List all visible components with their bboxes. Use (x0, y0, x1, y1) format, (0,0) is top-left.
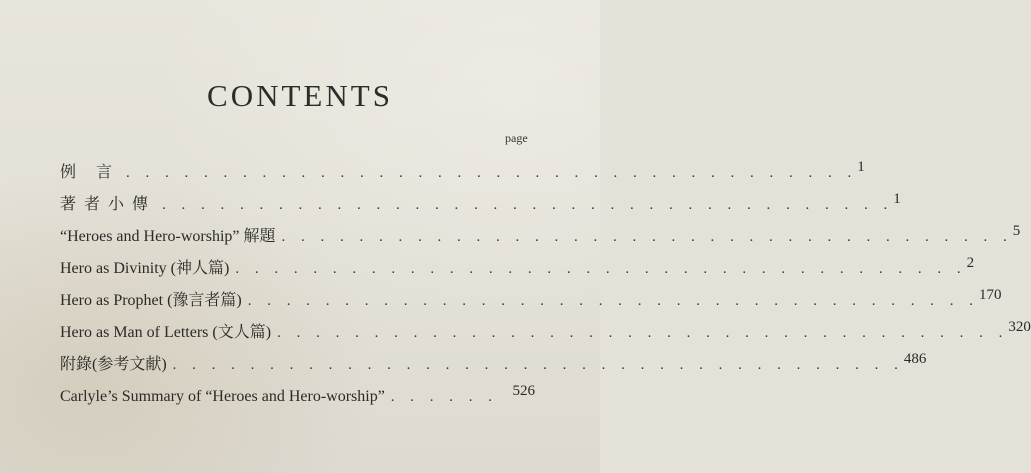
leader-dots: . . . . . . . . . . . . . . . . . . . . . . . . . . . . . . . . . . . . . . (162, 197, 894, 213)
toc-entry-title: Hero as Prophet (豫言者篇) (60, 292, 242, 309)
table-of-contents (60, 150, 1031, 406)
leader-dots: . . . . . . . . . . . . . . . . . . . . . . . . . . . . . . . . . . . . . . (247, 293, 979, 309)
toc-entry (60, 150, 865, 182)
toc-entry (60, 278, 1002, 310)
toc-entry-page: 486 (903, 351, 927, 367)
leader-dots: . . . . . . (390, 389, 499, 405)
toc-entry-page: 1 (893, 191, 901, 207)
toc-entry-title: 附錄(参考文献) (60, 356, 167, 373)
toc-entry-page: 2 (966, 255, 975, 271)
leader-dots: . . . . . . . . . . . . . . . . . . . . . . . . . . . . . . . . . . . . . . (281, 229, 1013, 245)
page-title: CONTENTS (207, 78, 393, 113)
toc-entry (60, 214, 1021, 246)
toc-entry-page: 526 (512, 383, 535, 399)
page-column-label: page (505, 131, 528, 145)
toc-entry (60, 374, 535, 406)
toc-entry (60, 342, 927, 374)
toc-entry-title: Hero as Man of Letters (文人篇) (60, 324, 272, 341)
leader-dots: . . . . . . . . . . . . . . . . . . . . . . . . . . . . . . . . . . . . . . (235, 261, 967, 277)
leader-dots: . . . . . . . . . . . . . . . . . . . . . . . . . . . . . . . . . . . . . . (277, 325, 1009, 341)
leader-dots: . . . . . . . . . . . . . . . . . . . . . . . . . . . . . . . . . . . . . . (126, 165, 858, 181)
toc-entry-title: Carlyle’s Summary of “Heroes and Hero-worship” (60, 388, 385, 405)
toc-entry-page: 320 (1008, 319, 1031, 335)
toc-entry (60, 182, 901, 214)
toc-entry-title: Hero as Divinity (神人篇) (60, 260, 230, 277)
toc-entry-title: 例 言 (60, 164, 121, 181)
toc-entry (60, 246, 975, 278)
toc-entry-page: 1 (857, 159, 865, 175)
toc-entry (60, 310, 1031, 342)
toc-entry-title: “Heroes and Hero-worship” 解題 (60, 228, 276, 245)
toc-entry-title: 著者小傳 (60, 196, 157, 213)
leader-dots: . . . . . . . . . . . . . . . . . . . . . . . . . . . . . . . . . . . . . . (172, 357, 904, 373)
toc-entry-page: 170 (979, 287, 1002, 303)
toc-entry-page: 5 (1012, 223, 1021, 239)
